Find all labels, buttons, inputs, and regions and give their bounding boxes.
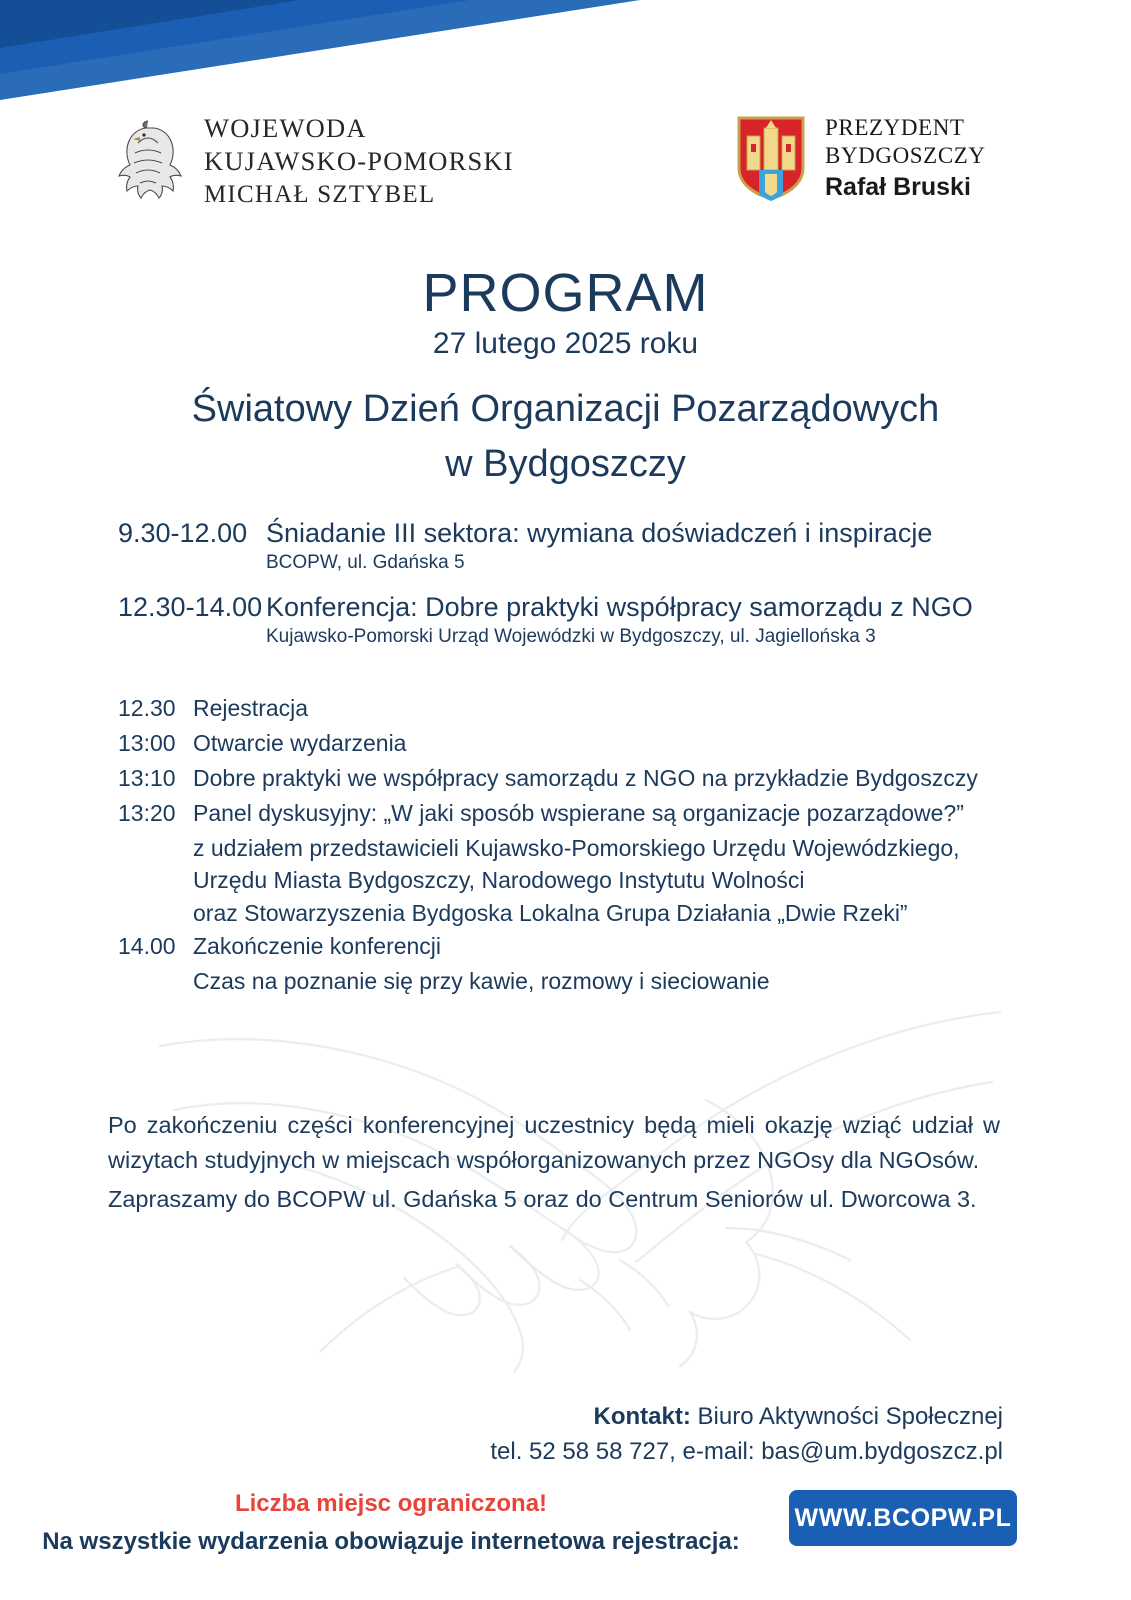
agenda-item-time: 13:20: [118, 799, 176, 826]
agenda-item-text: Panel dyskusyjny: „W jaki sposób wspierane są organizacje pozarządowe?”: [193, 799, 964, 826]
top-left-blue-wedge: [0, 0, 640, 100]
wojewoda-line-3: MICHAŁ SZTYBEL: [204, 180, 436, 208]
event-date: 27 lutego 2025 roku: [432, 327, 699, 360]
event-name-line-1: Światowy Dzień Organizacji Pozarządowych: [191, 388, 940, 430]
contact-label: Kontakt:: [593, 1403, 691, 1430]
footer-paragraph-2: Zapraszamy do BCOPW ul. Gdańska 5 oraz do Centrum Seniorów ul. Dworcowa 3.: [108, 1186, 977, 1212]
agenda-item-time: 12.30: [118, 695, 176, 721]
wojewoda-line-2: KUJAWSKO-POMORSKI: [204, 146, 514, 177]
agenda-item-time: 14.00: [118, 933, 176, 960]
program-block-time: 12.30-14.00: [118, 592, 263, 622]
prezydent-line-3: Rafał Bruski: [825, 172, 971, 201]
agenda-item-detail: Urzędu Miasta Bydgoszczy, Narodowego Instytutu Wolności: [193, 867, 805, 894]
wojewoda-logo-text: [204, 112, 514, 210]
program-block-place: BCOPW, ul. Gdańska 5: [266, 552, 465, 573]
agenda-item: [118, 727, 1048, 760]
agenda-item-text: Dobre praktyki we współpracy samorządu z NGO na przykładzie Bydgoszczy: [193, 764, 978, 791]
contact-details: tel. 52 58 58 727, e-mail: bas@um.bydgoszcz.pl: [490, 1437, 1003, 1465]
footer-paragraph-1: Po zakończeniu części konferencyjnej uczestnicy będą mieli okazję wziąć udział w wizytach studyjnych w miejscach współorganizowanych przez NGOsy dla NGOsów.: [108, 1112, 1000, 1174]
agenda-item-text: Zakończenie konferencji: [193, 933, 442, 960]
contact-office: Biuro Aktywności Społecznej: [697, 1403, 1003, 1430]
agenda-item-detail: oraz Stowarzyszenia Bydgoska Lokalna Grupa Działania „Dwie Rzeki”: [193, 900, 908, 927]
prezydent-line-2: BYDGOSZCZY: [825, 143, 986, 168]
agenda-item: [118, 797, 1048, 830]
agenda-item-text: Otwarcie wydarzenia: [193, 729, 407, 756]
program-block-place: Kujawsko-Pomorski Urząd Wojewódzki w Bydgoszczy, ul. Jagiellońska 3: [266, 626, 876, 647]
prezydent-line-1: PREZYDENT: [825, 115, 965, 141]
program-block: [118, 592, 1028, 648]
registration-notice: Na wszystkie wydarzenia obowiązuje internetowa rejestracja:: [42, 1528, 740, 1555]
polish-eagle-emblem-icon: [110, 113, 186, 209]
prezydent-logo-text: [825, 114, 986, 201]
program-block: [118, 518, 1028, 574]
event-name: [0, 382, 1131, 492]
agenda-item-time: 13:00: [118, 729, 176, 756]
program-block-title: Konferencja: Dobre praktyki współpracy samorządu z NGO: [266, 592, 973, 622]
agenda-item-detail: z udziałem przedstawicieli Kujawsko-Pomorskiego Urzędu Wojewódzkiego,: [193, 834, 960, 861]
agenda-item: [118, 762, 1048, 795]
bydgoszcz-coat-of-arms-icon: [735, 114, 807, 202]
agenda-item-detail: Czas na poznanie się przy kawie, rozmowy i sieciowanie: [193, 968, 770, 994]
page-title: PROGRAM: [422, 263, 709, 323]
agenda-item-time: 13:10: [118, 764, 176, 791]
agenda-item: [118, 930, 1048, 963]
header: [0, 108, 1131, 218]
website-button[interactable]: WWW.BCOPW.PL: [789, 1490, 1017, 1546]
agenda-item-text: Rejestracja: [193, 695, 309, 721]
agenda-item: [118, 692, 1048, 725]
contact-line-1: [243, 1400, 1003, 1435]
program-block-time: 9.30-12.00: [118, 518, 248, 548]
limited-seats-notice: Liczba miejsc ograniczona!: [234, 1490, 548, 1517]
prezydent-logo-block: [735, 114, 986, 202]
agenda-list: [118, 692, 1048, 998]
program-block-title: Śniadanie III sektora: wymiana doświadczeń i inspiracje: [266, 518, 933, 548]
wojewoda-logo-block: [110, 112, 514, 210]
contact-block: [243, 1400, 1003, 1470]
event-name-line-2: w Bydgoszczy: [445, 443, 686, 486]
wojewoda-line-1: WOJEWODA: [204, 113, 367, 143]
